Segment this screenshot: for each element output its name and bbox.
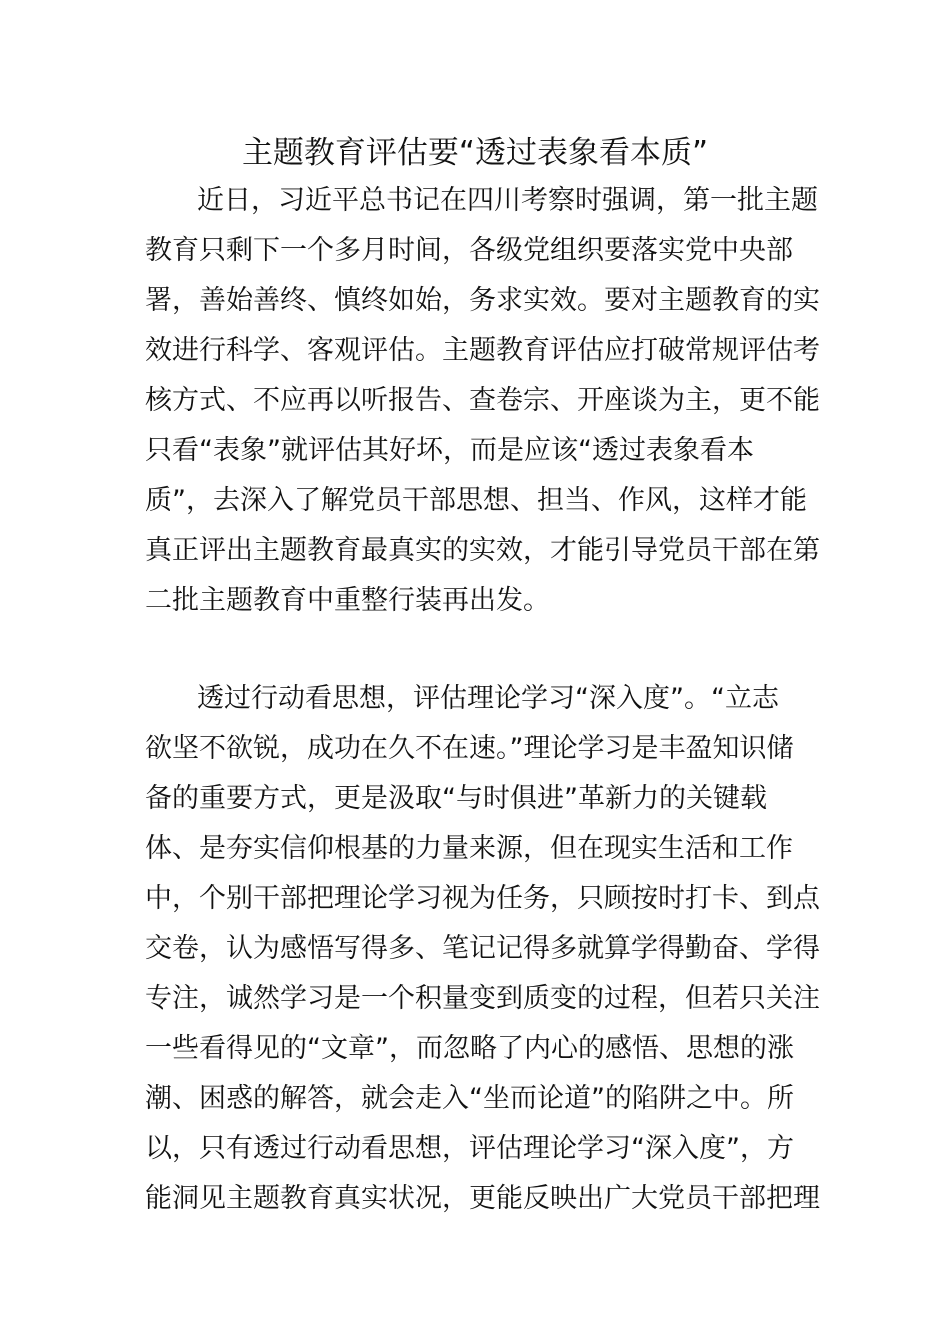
paragraph-line: 备的重要方式，更是汲取“与时俱进”革新力的关键载	[145, 783, 767, 814]
paragraph-line: 只看“表象”就评估其好坏，而是应该“透过表象看本	[145, 435, 754, 466]
paragraph-line: 能洞见主题教育真实状况，更能反映出广大党员干部把理	[145, 1183, 820, 1214]
paragraph-line: 二批主题教育中重整行装再出发。	[145, 585, 550, 616]
paragraph-line: 署，善始善终、慎终如始，务求实效。要对主题教育的实	[145, 285, 820, 316]
paragraph-line: 近日，习近平总书记在四川考察时强调，第一批主题	[197, 185, 818, 216]
paragraph-line: 中，个别干部把理论学习视为任务，只顾按时打卡、到点	[145, 883, 820, 914]
paragraph-line: 潮、困惑的解答，就会走入“坐而论道”的陷阱之中。所	[145, 1083, 794, 1114]
paragraph-line: 以，只有透过行动看思想，评估理论学习“深入度”，方	[145, 1133, 794, 1164]
paragraph-line: 交卷，认为感悟写得多、笔记记得多就算学得勤奋、学得	[145, 933, 820, 964]
paragraph-line: 质”，去深入了解党员干部思想、担当、作风，这样才能	[145, 485, 807, 516]
document-title: 主题教育评估要“透过表象看本质”	[241, 135, 709, 171]
paragraph-line: 教育只剩下一个多月时间，各级党组织要落实党中央部	[145, 235, 793, 266]
paragraph-line: 专注，诚然学习是一个积量变到质变的过程，但若只关注	[145, 983, 820, 1014]
paragraph-line: 体、是夯实信仰根基的力量来源，但在现实生活和工作	[145, 833, 793, 864]
paragraph-line: 效进行科学、客观评估。主题教育评估应打破常规评估考	[145, 335, 820, 366]
paragraph-line: 一些看得见的“文章”，而忽略了内心的感悟、思想的涨	[145, 1033, 794, 1064]
paragraph-line: 欲坚不欲锐，成功在久不在速。”理论学习是丰盈知识储	[145, 733, 794, 764]
paragraph-line: 真正评出主题教育最真实的实效，才能引导党员干部在第	[145, 535, 820, 566]
paragraph-line: 透过行动看思想，评估理论学习“深入度”。“立志	[197, 683, 779, 714]
paragraph-line: 核方式、不应再以听报告、查卷宗、开座谈为主，更不能	[145, 385, 820, 416]
